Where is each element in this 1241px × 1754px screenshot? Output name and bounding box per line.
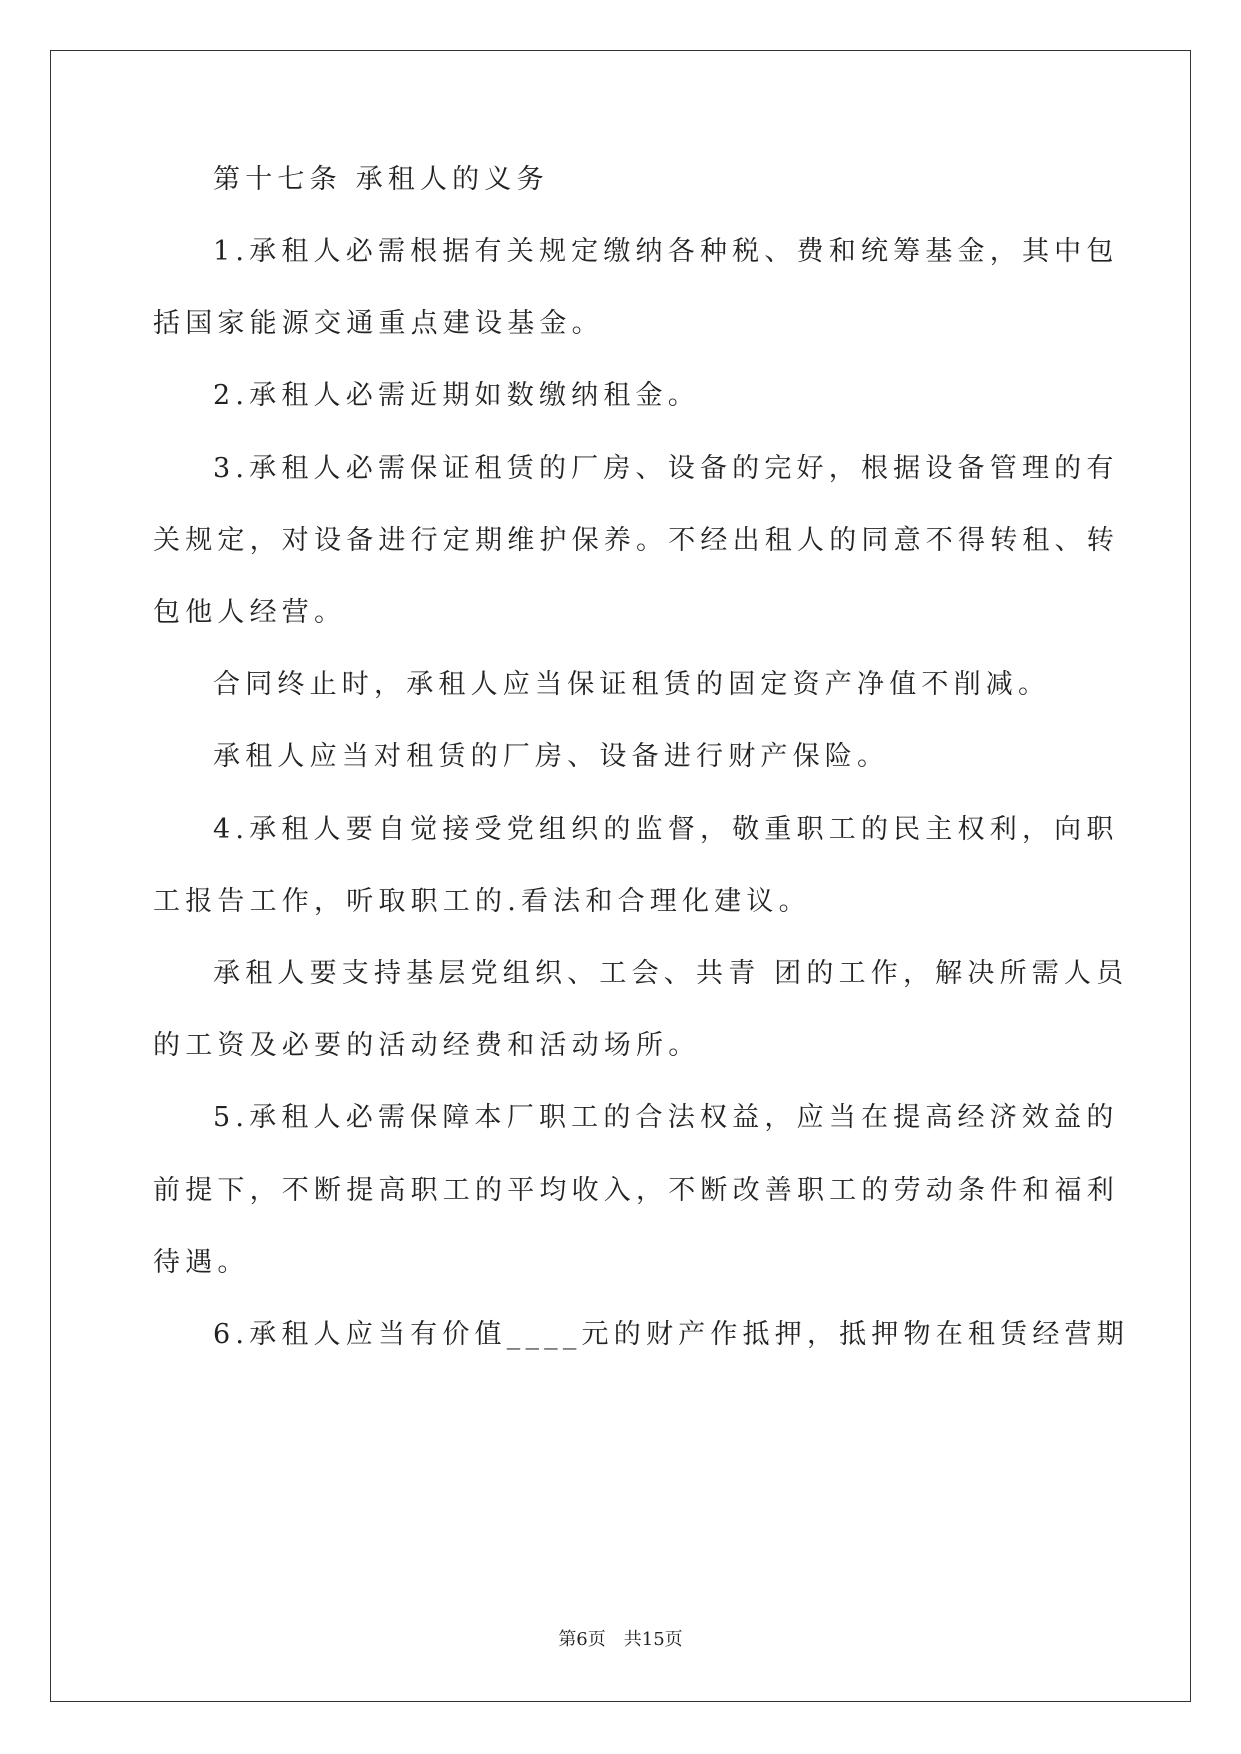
text-line: 1.承租人必需根据有关规定缴纳各种税、费和统筹基金，其中包 bbox=[213, 236, 1119, 267]
text-line: 包他人经营。 bbox=[153, 597, 347, 628]
text-line: 关规定，对设备进行定期维护保养。不经出租人的同意不得转租、转 bbox=[153, 525, 1119, 556]
page-footer bbox=[0, 1628, 1241, 1652]
text-line: 5.承租人必需保障本厂职工的合法权益，应当在提高经济效益的 bbox=[213, 1102, 1119, 1133]
text-line: 4.承租人要自觉接受党组织的监督，敬重职工的民主权利，向职 bbox=[213, 814, 1119, 845]
text-line: 承租人应当对租赁的厂房、设备进行财产保险。 bbox=[213, 741, 890, 772]
text-line: 的工资及必要的活动经费和活动场所。 bbox=[153, 1030, 701, 1061]
page-number: 第6页 bbox=[558, 1629, 606, 1650]
text-line: 括国家能源交通重点建设基金。 bbox=[153, 308, 604, 339]
text-line: 前提下，不断提高职工的平均收入，不断改善职工的劳动条件和福利 bbox=[153, 1175, 1119, 1206]
text-line: 承租人要支持基层党组织、工会、共青 团的工作，解决所需人员 bbox=[213, 958, 1129, 989]
text-line: 工报告工作，听取职工的.看法和合理化建议。 bbox=[153, 886, 811, 917]
total-pages: 共15页 bbox=[623, 1629, 683, 1650]
text-line: 待遇。 bbox=[153, 1247, 250, 1278]
page-border bbox=[50, 50, 1191, 1702]
text-line: 合同终止时，承租人应当保证租赁的固定资产净值不削减。 bbox=[213, 669, 1051, 700]
text-line: 第十七条 承租人的义务 bbox=[213, 164, 549, 195]
text-line: 3.承租人必需保证租赁的厂房、设备的完好，根据设备管理的有 bbox=[213, 453, 1119, 484]
text-line: 6.承租人应当有价值____元的财产作抵押，抵押物在租赁经营期 bbox=[213, 1319, 1129, 1350]
text-line: 2.承租人必需近期如数缴纳租金。 bbox=[213, 380, 700, 411]
